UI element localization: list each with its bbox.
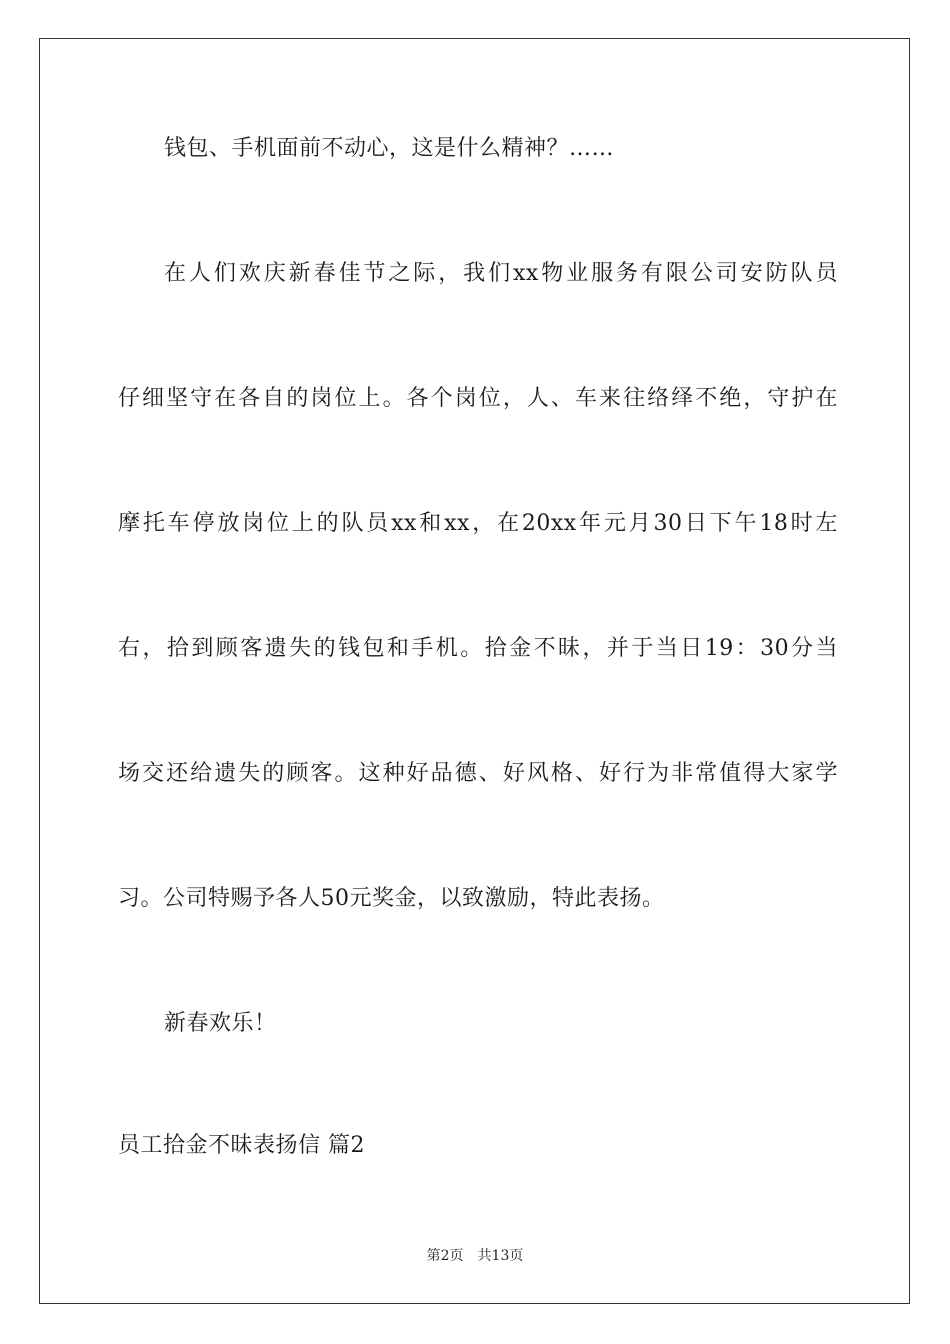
page-number: 第2页	[426, 1248, 464, 1264]
paragraph-line-4: 摩托车停放岗位上的队员xx和xx，在20xx年元月30日下午18时左	[118, 511, 838, 536]
paragraph-line-6: 场交还给遗失的顾客。这种好品德、好风格、好行为非常值得大家学	[118, 761, 838, 786]
paragraph-line-2: 在人们欢庆新春佳节之际，我们xx物业服务有限公司安防队员	[164, 261, 838, 286]
page-border	[39, 38, 910, 1304]
page-total: 共13页	[477, 1248, 524, 1264]
paragraph-line-1: 钱包、手机面前不动心，这是什么精神？……	[164, 136, 615, 161]
section-heading: 员工拾金不昧表扬信 篇2	[118, 1133, 365, 1158]
paragraph-line-5: 右，拾到顾客遗失的钱包和手机。拾金不昧，并于当日19：30分当	[118, 636, 838, 661]
paragraph-line-7: 习。公司特赐予各人50元奖金，以致激励，特此表扬。	[118, 886, 665, 911]
page-footer	[0, 1247, 950, 1265]
paragraph-line-3: 仔细坚守在各自的岗位上。各个岗位，人、车来往络绎不绝，守护在	[118, 386, 838, 411]
greeting-line: 新春欢乐！	[164, 1011, 277, 1036]
